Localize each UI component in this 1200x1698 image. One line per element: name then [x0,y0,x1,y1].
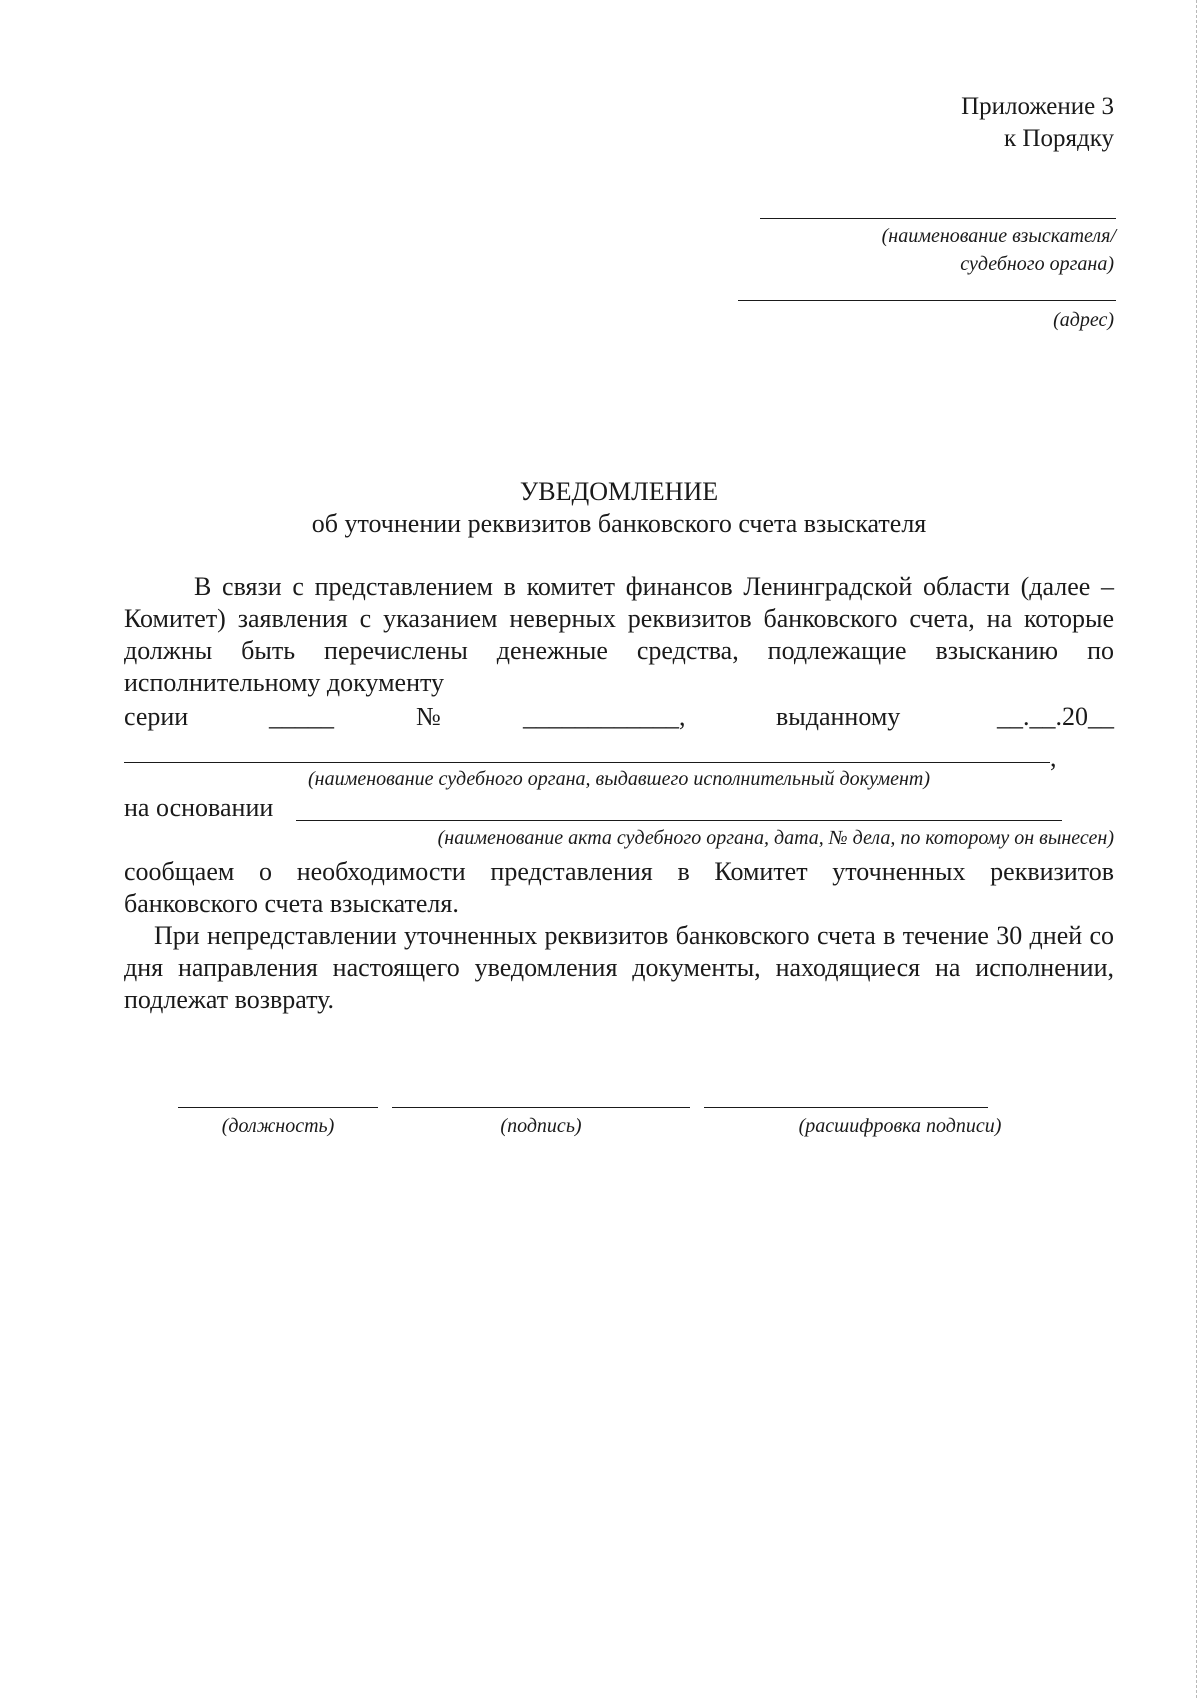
number-blank: ____________, [523,702,686,731]
recipient-name-caption-2: судебного органа) [960,253,1114,275]
position-caption: (должность) [221,1115,335,1137]
court-line-comma: , [1050,743,1057,772]
recipient-name-line [760,218,1116,219]
warning-paragraph: При непредставлении уточненных реквизитов банковского счета в течение 30 дней со дня направления настоящего уведомления документы, находящиеся на исполнении, подлежат возврату. [124,921,1114,1014]
document-subtitle: об уточнении реквизитов банковского счета взыскателя [311,509,927,538]
position-line [178,1107,378,1108]
issued-label: выданному [776,702,901,731]
message-paragraph: сообщаем о необходимости представления в Комитет уточненных реквизитов банковского счета взыскателя. [124,857,1114,918]
series-blank: _____ [269,702,334,731]
basis-caption: (наименование акта судебного органа, дата, № дела, по которому он вынесен) [437,827,1114,849]
intro-paragraph: В связи с представлением в комитет финансов Ленинградской области (далее – Комитет) заявления с указанием неверных реквизитов банковского счета, на которые должны быть перечислены денежные средства, подлежащие взысканию по исполнительному документу [124,572,1114,697]
decode-line [704,1107,988,1108]
basis-label: на основании [124,793,274,822]
decode-caption: (расшифровка подписи) [798,1115,1002,1137]
page-edge-dashes [1196,0,1197,1698]
recipient-address-line [738,300,1116,301]
signature-caption: (подпись) [500,1115,582,1137]
court-name-line [124,762,1050,763]
basis-line [296,820,1062,821]
series-label: серии [124,702,189,731]
signature-line [392,1107,690,1108]
number-label: № [416,702,441,731]
recipient-name-caption-1: (наименование взыскателя/ [881,225,1116,247]
document-details-row [124,701,1114,733]
annex-line-1: Приложение 3 [961,93,1114,120]
court-caption: (наименование судебного органа, выдавшего исполнительный документ) [308,768,930,790]
document-title: УВЕДОМЛЕНИЕ [519,477,719,506]
recipient-address-caption: (адрес) [1053,309,1114,331]
annex-line-2: к Порядку [1004,125,1114,152]
issue-date-blank: __.__.20__ [997,702,1114,731]
